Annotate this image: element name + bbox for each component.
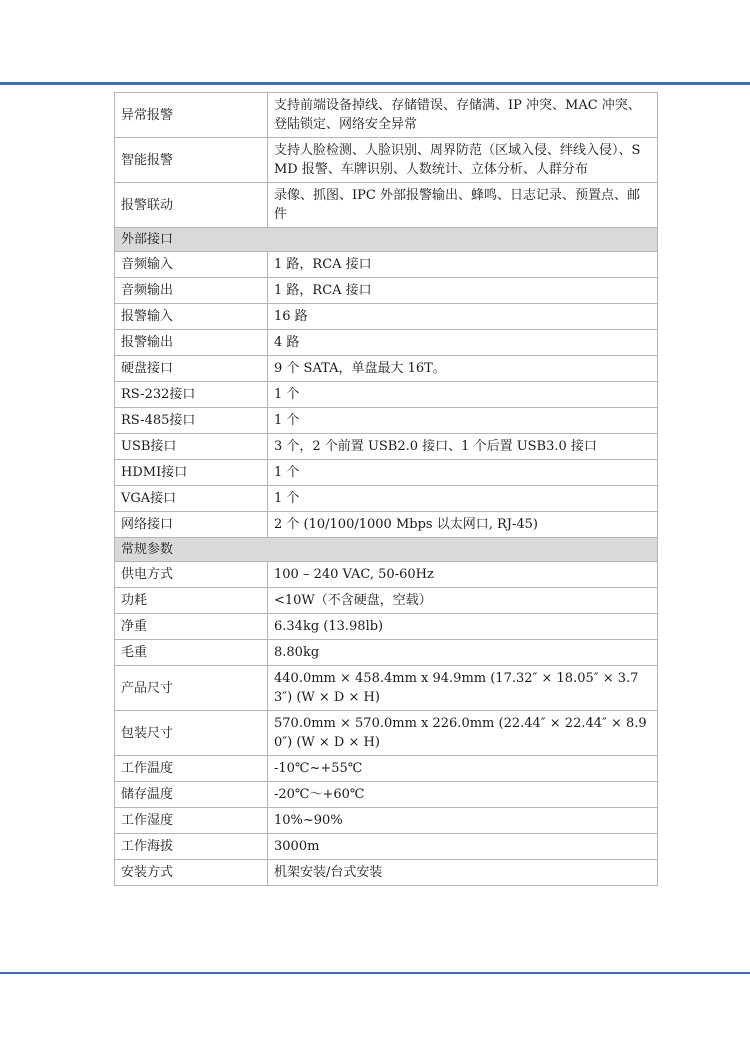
spec-value: 支持前端设备掉线、存储错误、存储满、IP 冲突、MAC 冲突、登陆锁定、网络安全异常 bbox=[268, 93, 658, 138]
spec-value: 440.0mm × 458.4mm x 94.9mm (17.32″ × 18.05″ × 3.73″) (W × D × H) bbox=[268, 666, 658, 711]
section-header-row bbox=[115, 538, 658, 562]
table-row bbox=[115, 408, 658, 434]
spec-value: 100 – 240 VAC, 50-60Hz bbox=[268, 562, 658, 588]
spec-value: 3000m bbox=[268, 834, 658, 860]
spec-table-body bbox=[115, 93, 658, 886]
spec-label: 产品尺寸 bbox=[115, 666, 268, 711]
table-row bbox=[115, 304, 658, 330]
table-row bbox=[115, 614, 658, 640]
spec-value: 570.0mm × 570.0mm x 226.0mm (22.44″ × 22.44″ × 8.90″) (W × D × H) bbox=[268, 711, 658, 756]
spec-value: <10W（不含硬盘，空载） bbox=[268, 588, 658, 614]
table-row bbox=[115, 356, 658, 382]
spec-label: 音频输入 bbox=[115, 252, 268, 278]
spec-label: 报警联动 bbox=[115, 183, 268, 228]
spec-label: RS-232接口 bbox=[115, 382, 268, 408]
table-row bbox=[115, 562, 658, 588]
spec-value: 1 个 bbox=[268, 382, 658, 408]
table-row bbox=[115, 834, 658, 860]
table-row bbox=[115, 278, 658, 304]
spec-value: 16 路 bbox=[268, 304, 658, 330]
table-row bbox=[115, 382, 658, 408]
table-row bbox=[115, 756, 658, 782]
spec-value: 2 个 (10/100/1000 Mbps 以太网口, RJ-45) bbox=[268, 512, 658, 538]
table-row bbox=[115, 486, 658, 512]
spec-label: USB接口 bbox=[115, 434, 268, 460]
table-row bbox=[115, 252, 658, 278]
table-row bbox=[115, 138, 658, 183]
section-header-row bbox=[115, 228, 658, 252]
table-row bbox=[115, 711, 658, 756]
spec-label: 报警输出 bbox=[115, 330, 268, 356]
spec-value: 8.80kg bbox=[268, 640, 658, 666]
spec-table bbox=[114, 92, 658, 886]
spec-value: 1 个 bbox=[268, 486, 658, 512]
table-row bbox=[115, 460, 658, 486]
table-row bbox=[115, 512, 658, 538]
table-row bbox=[115, 93, 658, 138]
spec-label: 工作湿度 bbox=[115, 808, 268, 834]
table-row bbox=[115, 588, 658, 614]
table-row bbox=[115, 666, 658, 711]
section-title: 外部接口 bbox=[115, 228, 658, 252]
spec-label: 硬盘接口 bbox=[115, 356, 268, 382]
spec-label: 工作温度 bbox=[115, 756, 268, 782]
table-row bbox=[115, 330, 658, 356]
spec-label: 储存温度 bbox=[115, 782, 268, 808]
spec-label: 净重 bbox=[115, 614, 268, 640]
spec-value: -10℃~+55℃ bbox=[268, 756, 658, 782]
spec-label: HDMI接口 bbox=[115, 460, 268, 486]
spec-label: 音频输出 bbox=[115, 278, 268, 304]
spec-label: 供电方式 bbox=[115, 562, 268, 588]
spec-label: 异常报警 bbox=[115, 93, 268, 138]
spec-value: 1 个 bbox=[268, 460, 658, 486]
spec-label: 报警输入 bbox=[115, 304, 268, 330]
spec-value: 1 路，RCA 接口 bbox=[268, 252, 658, 278]
spec-label: VGA接口 bbox=[115, 486, 268, 512]
spec-label: 毛重 bbox=[115, 640, 268, 666]
spec-label: 智能报警 bbox=[115, 138, 268, 183]
spec-value: 6.34kg (13.98lb) bbox=[268, 614, 658, 640]
spec-label: RS-485接口 bbox=[115, 408, 268, 434]
spec-value: 3 个，2 个前置 USB2.0 接口、1 个后置 USB3.0 接口 bbox=[268, 434, 658, 460]
spec-label: 安装方式 bbox=[115, 860, 268, 886]
spec-value: 机架安装/台式安装 bbox=[268, 860, 658, 886]
spec-value: -20℃～+60℃ bbox=[268, 782, 658, 808]
spec-value: 1 个 bbox=[268, 408, 658, 434]
table-row bbox=[115, 782, 658, 808]
table-row bbox=[115, 808, 658, 834]
spec-value: 1 路，RCA 接口 bbox=[268, 278, 658, 304]
header-rule bbox=[0, 82, 750, 85]
spec-label: 功耗 bbox=[115, 588, 268, 614]
table-row bbox=[115, 640, 658, 666]
spec-label: 工作海拔 bbox=[115, 834, 268, 860]
spec-label: 网络接口 bbox=[115, 512, 268, 538]
spec-value: 支持人脸检测、人脸识别、周界防范（区域入侵、绊线入侵）、SMD 报警、车牌识别、人数统计、立体分析、人群分布 bbox=[268, 138, 658, 183]
table-row bbox=[115, 183, 658, 228]
spec-value: 10%~90% bbox=[268, 808, 658, 834]
spec-value: 录像、抓图、IPC 外部报警输出、蜂鸣、日志记录、预置点、邮件 bbox=[268, 183, 658, 228]
spec-value: 4 路 bbox=[268, 330, 658, 356]
section-title: 常规参数 bbox=[115, 538, 658, 562]
table-row bbox=[115, 434, 658, 460]
spec-value: 9 个 SATA，单盘最大 16T。 bbox=[268, 356, 658, 382]
spec-label: 包装尺寸 bbox=[115, 711, 268, 756]
table-row bbox=[115, 860, 658, 886]
footer-rule bbox=[0, 972, 750, 974]
